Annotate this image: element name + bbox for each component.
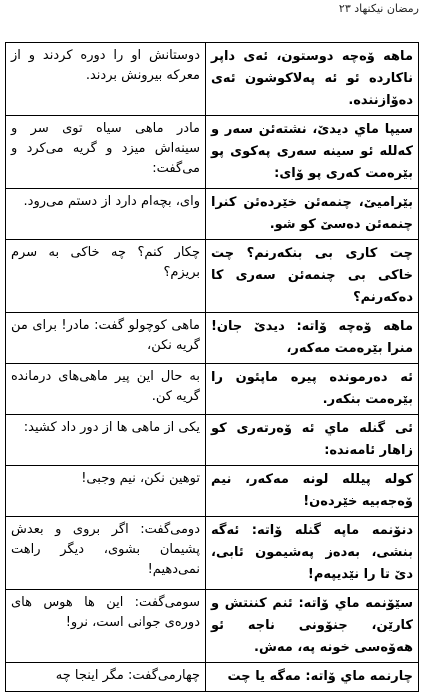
- kurdish-text-cell: دنۆنمە ماپە گنلە ۆاتە: ئەگە بنشی، بەدەز پەشیمون ئابی، دێ تا را نێدیپەم!: [206, 517, 419, 590]
- table-row: [6, 189, 419, 240]
- persian-text-cell: ماهی کوچولو گفت: مادر! برای من گریه نکن،: [6, 313, 206, 364]
- table-row: [6, 466, 419, 517]
- kurdish-text-cell: ماهە ۆەچە دوستون، ئەی داپر ناکاردە ئو ئە پەلاکوشون ئەی دەۆازنندە.: [206, 43, 419, 116]
- persian-text-cell: توهین نکن، نیم وجبی!: [6, 466, 206, 517]
- kurdish-text-cell: سێۆنمە ماي ۆاتە: ئنم کننتش و کارێن، جنۆونی ناجە ئو هەۆەسی خونە پە، مەش.: [206, 590, 419, 663]
- kurdish-text-cell: ئی گنلە ماي ئە ۆەرتەری کو زاهار ئامەندە:: [206, 415, 419, 466]
- kurdish-text-cell: بێرامیێ، چنمەئن خێردەئن کنرا چنمەئن دەسێ کو شو.: [206, 189, 419, 240]
- persian-text-cell: یکی از ماهی ها از دور داد کشید:: [6, 415, 206, 466]
- persian-text-cell: چهارمی‌گفت: مگر اینجا چه: [6, 663, 206, 692]
- table-row: [6, 590, 419, 663]
- table-row: [6, 313, 419, 364]
- table-row: [6, 364, 419, 415]
- bilingual-text-table: [5, 42, 419, 692]
- table-row: [6, 43, 419, 116]
- table-row: [6, 415, 419, 466]
- kurdish-text-cell: چت کاری بی بنکەرنم؟ چت خاکی بی چنمەئن سەری کا دەکەرنم؟: [206, 240, 419, 313]
- kurdish-text-cell: ئە دەرموندە پیرە ماپئون را بێرەمت بنکەر.: [206, 364, 419, 415]
- kurdish-text-cell: چارنمە ماي ۆاتە: مەگە یا چت: [206, 663, 419, 692]
- persian-text-cell: وای، بچه‌ام دارد از دستم می‌رود.: [6, 189, 206, 240]
- persian-text-cell: به حال این پیر ماهی‌های درمانده گریه کن.: [6, 364, 206, 415]
- kurdish-text-cell: سیپا ماي دیدێ، نشتەئن سەر و کەللە ئو سینە سەری پەکوی پو بێرەمت کەری پو ۆای:: [206, 116, 419, 189]
- persian-text-cell: مادر ماهی سیاه توی سر و سینه‌اش میزد و گریه می‌کرد و می‌گفت:: [6, 116, 206, 189]
- table-row: [6, 663, 419, 692]
- kurdish-text-cell: کولە پیللە لونە مەکەر، نیم ۆەجەبیە خێردەن!: [206, 466, 419, 517]
- table-row: [6, 517, 419, 590]
- persian-text-cell: سومی‌گفت: این ها هوس های دوره‌ی جوانی است، نرو!: [6, 590, 206, 663]
- persian-text-cell: چکار کنم؟ چه خاکی به سرم بریزم؟: [6, 240, 206, 313]
- kurdish-text-cell: ماهە ۆەچە ۆاتە: دیدێ جان! منرا بێرەمت مەکەر،: [206, 313, 419, 364]
- table-row: [6, 116, 419, 189]
- table-row: [6, 240, 419, 313]
- text-table: [5, 42, 419, 692]
- page-header: رمضان نیکنهاد ۲۳: [338, 2, 419, 15]
- persian-text-cell: دوستانش او را دوره کردند و از معرکه بیرونش بردند.: [6, 43, 206, 116]
- persian-text-cell: دومی‌گفت: اگر بروی و بعدش پشیمان بشوی، دیگر راهت نمی‌دهیم!: [6, 517, 206, 590]
